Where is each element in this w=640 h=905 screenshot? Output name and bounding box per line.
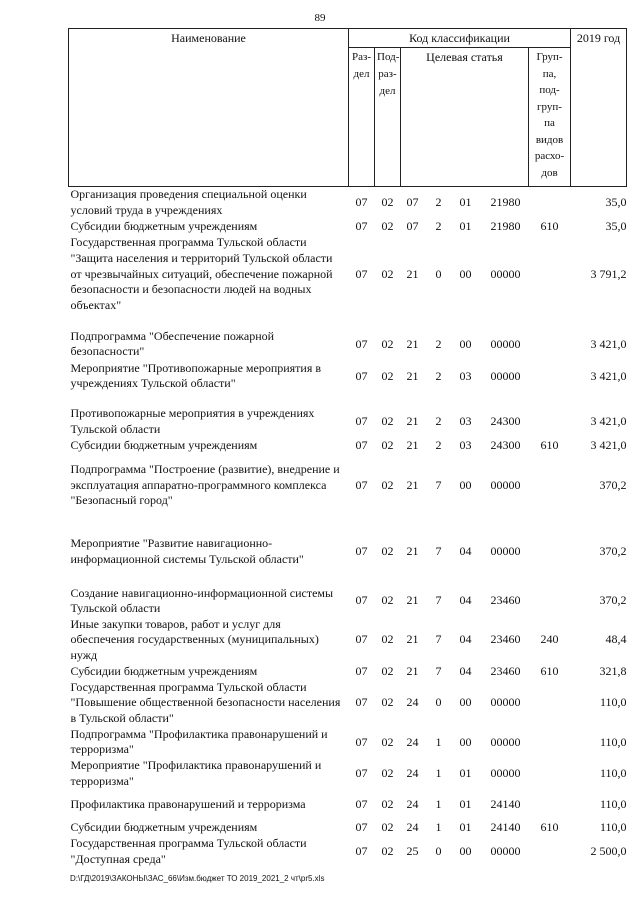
row-sum: 3 421,0 bbox=[590, 336, 627, 351]
target-part-t1: 07 bbox=[406, 194, 419, 209]
row-name: Организация проведения специальной оценки условий труда в учреждениях bbox=[70, 187, 307, 217]
row-group bbox=[529, 680, 571, 727]
target-part-t2: 2 bbox=[435, 437, 442, 452]
table-row bbox=[69, 360, 627, 392]
row-target bbox=[401, 532, 529, 572]
row-podrazdel: 02 bbox=[381, 543, 394, 558]
target-part-t4: 00000 bbox=[490, 477, 521, 492]
target-part-t2: 2 bbox=[435, 368, 442, 383]
row-razdel: 07 bbox=[355, 843, 368, 858]
table-row bbox=[69, 406, 627, 437]
table-row bbox=[69, 664, 627, 680]
row-razdel: 07 bbox=[355, 194, 368, 209]
table-row bbox=[69, 328, 627, 360]
table-row bbox=[69, 218, 627, 234]
row-podrazdel: 02 bbox=[381, 477, 394, 492]
row-target bbox=[401, 727, 529, 758]
table-header bbox=[69, 29, 627, 187]
row-sum: 2 500,0 bbox=[590, 843, 627, 858]
target-part-t4: 00000 bbox=[490, 336, 521, 351]
row-name: Подпрограмма "Построение (развитие), внедрение и эксплуатация аппаратно-программного комплекса "Безопасный город" bbox=[70, 462, 340, 508]
row-group bbox=[529, 234, 571, 314]
target-part-t3: 03 bbox=[459, 414, 472, 429]
target-part-t4: 24300 bbox=[490, 414, 521, 429]
target-part-t4: 23460 bbox=[490, 663, 521, 678]
row-sum: 110,0 bbox=[599, 796, 627, 811]
header-group: Груп- па, под- груп- па видов расхо- дов bbox=[529, 48, 571, 187]
target-part-t1: 21 bbox=[406, 632, 419, 647]
row-group bbox=[529, 789, 571, 820]
row-razdel: 07 bbox=[355, 796, 368, 811]
row-sum: 370,2 bbox=[599, 477, 627, 492]
row-group: 610 bbox=[540, 663, 559, 678]
target-part-t1: 21 bbox=[406, 266, 419, 281]
row-sum: 370,2 bbox=[599, 593, 627, 608]
row-sum: 110,0 bbox=[599, 695, 627, 710]
row-podrazdel: 02 bbox=[381, 734, 394, 749]
row-razdel: 07 bbox=[355, 593, 368, 608]
row-name: Субсидии бюджетным учреждениям bbox=[70, 437, 258, 452]
row-target bbox=[401, 438, 529, 454]
target-part-t4: 00000 bbox=[490, 266, 521, 281]
target-part-t4: 24140 bbox=[490, 820, 521, 835]
row-sum: 35,0 bbox=[605, 218, 627, 233]
row-podrazdel: 02 bbox=[381, 437, 394, 452]
row-name: Государственная программа Тульской области "Доступная среда" bbox=[70, 836, 307, 866]
row-name: Подпрограмма "Профилактика правонарушений и терроризма" bbox=[70, 726, 328, 757]
row-target bbox=[401, 664, 529, 680]
target-part-t3: 00 bbox=[459, 843, 472, 858]
row-group bbox=[529, 187, 571, 219]
target-part-t1: 21 bbox=[406, 663, 419, 678]
target-part-t1: 21 bbox=[406, 336, 419, 351]
target-part-t1: 07 bbox=[406, 218, 419, 233]
target-part-t4: 23460 bbox=[490, 593, 521, 608]
target-part-t3: 00 bbox=[459, 266, 472, 281]
row-target bbox=[401, 836, 529, 867]
target-part-t3: 04 bbox=[459, 632, 472, 647]
row-target bbox=[401, 680, 529, 727]
row-name: Государственная программа Тульской области "Защита населения и территорий Тульской области от чрезвычайных ситуаций, обеспечение пожарной безопасности и безопасности людей на водных объектах" bbox=[70, 235, 333, 312]
row-podrazdel: 02 bbox=[381, 336, 394, 351]
target-part-t1: 24 bbox=[406, 734, 419, 749]
header-razdel: Раз- дел bbox=[349, 48, 375, 187]
header-year: 2019 год bbox=[571, 29, 627, 187]
row-name: Мероприятие "Развитие навигационно-информационной системы Тульской области" bbox=[70, 535, 304, 566]
table-row bbox=[69, 234, 627, 314]
target-part-t4: 00000 bbox=[490, 765, 521, 780]
row-name: Государственная программа Тульской области "Повышение общественной безопасности населения в Тульской области" bbox=[70, 679, 341, 726]
table-row bbox=[69, 532, 627, 572]
row-name: Создание навигационно-информационной системы Тульской области bbox=[70, 585, 334, 616]
row-podrazdel: 02 bbox=[381, 632, 394, 647]
spacer-cell bbox=[69, 518, 627, 532]
row-target bbox=[401, 360, 529, 392]
row-sum: 3 791,2 bbox=[590, 266, 627, 281]
table-row bbox=[69, 836, 627, 867]
row-name: Субсидии бюджетным учреждениям bbox=[70, 663, 258, 678]
row-razdel: 07 bbox=[355, 218, 368, 233]
row-group bbox=[529, 758, 571, 789]
row-razdel: 07 bbox=[355, 336, 368, 351]
row-podrazdel: 02 bbox=[381, 218, 394, 233]
target-part-t2: 7 bbox=[435, 632, 442, 647]
row-podrazdel: 02 bbox=[381, 820, 394, 835]
row-group bbox=[529, 836, 571, 867]
row-sum: 370,2 bbox=[599, 543, 627, 558]
table-row bbox=[69, 586, 627, 617]
target-part-t1: 21 bbox=[406, 437, 419, 452]
target-part-t3: 01 bbox=[459, 765, 472, 780]
row-target bbox=[401, 406, 529, 437]
row-target bbox=[401, 586, 529, 617]
row-group bbox=[529, 454, 571, 518]
row-target bbox=[401, 820, 529, 836]
row-spacer bbox=[69, 572, 627, 586]
target-part-t2: 0 bbox=[435, 695, 442, 710]
spacer-cell bbox=[69, 314, 627, 328]
row-group bbox=[529, 406, 571, 437]
target-part-t2: 0 bbox=[435, 266, 442, 281]
spacer-cell bbox=[69, 392, 627, 406]
target-part-t1: 21 bbox=[406, 368, 419, 383]
row-podrazdel: 02 bbox=[381, 663, 394, 678]
table-row bbox=[69, 789, 627, 820]
table-row bbox=[69, 454, 627, 518]
target-part-t4: 00000 bbox=[490, 843, 521, 858]
row-podrazdel: 02 bbox=[381, 765, 394, 780]
row-group bbox=[529, 328, 571, 360]
target-part-t3: 04 bbox=[459, 543, 472, 558]
row-spacer bbox=[69, 518, 627, 532]
file-path-footer: D:\ГД\2019\ЗАКОНЫ\ЗАС_66\Изм.бюджет ТО 2019_2021_2 чт\pr5.xls bbox=[70, 874, 325, 883]
row-group bbox=[529, 532, 571, 572]
row-razdel: 07 bbox=[355, 663, 368, 678]
target-part-t2: 2 bbox=[435, 336, 442, 351]
target-part-t3: 03 bbox=[459, 368, 472, 383]
target-part-t4: 00000 bbox=[490, 543, 521, 558]
row-podrazdel: 02 bbox=[381, 843, 394, 858]
table-row bbox=[69, 820, 627, 836]
target-part-t2: 2 bbox=[435, 414, 442, 429]
row-name: Иные закупки товаров, работ и услуг для обеспечения государственных (муниципальных) нужд bbox=[70, 616, 319, 663]
target-part-t3: 01 bbox=[459, 194, 472, 209]
row-group bbox=[529, 727, 571, 758]
target-part-t2: 7 bbox=[435, 663, 442, 678]
target-part-t4: 21980 bbox=[490, 194, 521, 209]
target-part-t3: 00 bbox=[459, 336, 472, 351]
row-sum: 48,4 bbox=[605, 632, 627, 647]
target-part-t2: 2 bbox=[435, 194, 442, 209]
budget-table bbox=[68, 28, 627, 867]
row-spacer bbox=[69, 314, 627, 328]
target-part-t3: 00 bbox=[459, 477, 472, 492]
target-part-t2: 1 bbox=[435, 796, 442, 811]
row-podrazdel: 02 bbox=[381, 266, 394, 281]
target-part-t2: 1 bbox=[435, 820, 442, 835]
target-part-t1: 21 bbox=[406, 414, 419, 429]
target-part-t3: 04 bbox=[459, 593, 472, 608]
row-podrazdel: 02 bbox=[381, 796, 394, 811]
table-row bbox=[69, 727, 627, 758]
target-part-t1: 24 bbox=[406, 765, 419, 780]
target-part-t3: 03 bbox=[459, 437, 472, 452]
row-target bbox=[401, 454, 529, 518]
target-part-t1: 25 bbox=[406, 843, 419, 858]
row-spacer bbox=[69, 392, 627, 406]
row-razdel: 07 bbox=[355, 632, 368, 647]
row-podrazdel: 02 bbox=[381, 695, 394, 710]
target-part-t3: 01 bbox=[459, 820, 472, 835]
row-podrazdel: 02 bbox=[381, 593, 394, 608]
target-part-t4: 23460 bbox=[490, 632, 521, 647]
table-row bbox=[69, 187, 627, 219]
target-part-t4: 21980 bbox=[490, 218, 521, 233]
target-part-t2: 7 bbox=[435, 543, 442, 558]
target-part-t2: 2 bbox=[435, 218, 442, 233]
table-body bbox=[69, 187, 627, 868]
row-razdel: 07 bbox=[355, 266, 368, 281]
target-part-t1: 24 bbox=[406, 695, 419, 710]
target-part-t4: 24300 bbox=[490, 437, 521, 452]
table-row bbox=[69, 680, 627, 727]
row-target bbox=[401, 187, 529, 219]
row-razdel: 07 bbox=[355, 368, 368, 383]
header-podrazdel: Под- раз- дел bbox=[375, 48, 401, 187]
row-sum: 3 421,0 bbox=[590, 437, 627, 452]
target-part-t3: 04 bbox=[459, 663, 472, 678]
row-podrazdel: 02 bbox=[381, 414, 394, 429]
row-name: Профилактика правонарушений и терроризма bbox=[70, 796, 306, 811]
target-part-t2: 7 bbox=[435, 593, 442, 608]
row-razdel: 07 bbox=[355, 734, 368, 749]
target-part-t2: 0 bbox=[435, 843, 442, 858]
row-name: Субсидии бюджетным учреждениям bbox=[70, 820, 258, 835]
header-name: Наименование bbox=[69, 29, 349, 187]
target-part-t1: 24 bbox=[406, 820, 419, 835]
table-row bbox=[69, 617, 627, 664]
row-group: 610 bbox=[540, 437, 559, 452]
row-razdel: 07 bbox=[355, 414, 368, 429]
target-part-t4: 24140 bbox=[490, 796, 521, 811]
row-sum: 110,0 bbox=[599, 765, 627, 780]
target-part-t3: 00 bbox=[459, 695, 472, 710]
row-sum: 3 421,0 bbox=[590, 368, 627, 383]
row-group bbox=[529, 360, 571, 392]
row-razdel: 07 bbox=[355, 437, 368, 452]
row-sum: 3 421,0 bbox=[590, 414, 627, 429]
row-group bbox=[529, 586, 571, 617]
target-part-t2: 1 bbox=[435, 734, 442, 749]
row-sum: 321,8 bbox=[599, 663, 627, 678]
target-part-t4: 00000 bbox=[490, 695, 521, 710]
row-razdel: 07 bbox=[355, 695, 368, 710]
row-razdel: 07 bbox=[355, 543, 368, 558]
row-razdel: 07 bbox=[355, 765, 368, 780]
row-sum: 110,0 bbox=[599, 820, 627, 835]
page-number: 89 bbox=[314, 12, 326, 24]
table-row bbox=[69, 758, 627, 789]
target-part-t3: 01 bbox=[459, 218, 472, 233]
row-sum: 35,0 bbox=[605, 194, 627, 209]
row-target bbox=[401, 218, 529, 234]
row-name: Мероприятие "Противопожарные мероприятия в учреждениях Тульской области" bbox=[70, 360, 322, 391]
target-part-t2: 7 bbox=[435, 477, 442, 492]
target-part-t1: 21 bbox=[406, 477, 419, 492]
row-target bbox=[401, 789, 529, 820]
target-part-t1: 24 bbox=[406, 796, 419, 811]
header-target: Целевая статья bbox=[401, 48, 529, 187]
table-row bbox=[69, 438, 627, 454]
target-part-t4: 00000 bbox=[490, 734, 521, 749]
header-classification: Код классификации bbox=[349, 29, 571, 48]
target-part-t4: 00000 bbox=[490, 368, 521, 383]
row-target bbox=[401, 617, 529, 664]
row-sum: 110,0 bbox=[599, 734, 627, 749]
target-part-t3: 01 bbox=[459, 796, 472, 811]
row-target bbox=[401, 328, 529, 360]
row-podrazdel: 02 bbox=[381, 368, 394, 383]
row-razdel: 07 bbox=[355, 820, 368, 835]
row-podrazdel: 02 bbox=[381, 194, 394, 209]
target-part-t2: 1 bbox=[435, 765, 442, 780]
row-target bbox=[401, 234, 529, 314]
target-part-t1: 21 bbox=[406, 543, 419, 558]
row-group: 240 bbox=[540, 632, 559, 647]
row-target bbox=[401, 758, 529, 789]
row-name: Мероприятие "Профилактика правонарушений и терроризма" bbox=[70, 757, 322, 788]
target-part-t3: 00 bbox=[459, 734, 472, 749]
row-name: Подпрограмма "Обеспечение пожарной безопасности" bbox=[70, 328, 275, 359]
row-group: 610 bbox=[540, 218, 559, 233]
target-part-t1: 21 bbox=[406, 593, 419, 608]
row-group: 610 bbox=[540, 820, 559, 835]
row-name: Противопожарные мероприятия в учреждениях Тульской области bbox=[70, 406, 315, 436]
row-razdel: 07 bbox=[355, 477, 368, 492]
spacer-cell bbox=[69, 572, 627, 586]
row-name: Субсидии бюджетным учреждениям bbox=[70, 218, 258, 233]
